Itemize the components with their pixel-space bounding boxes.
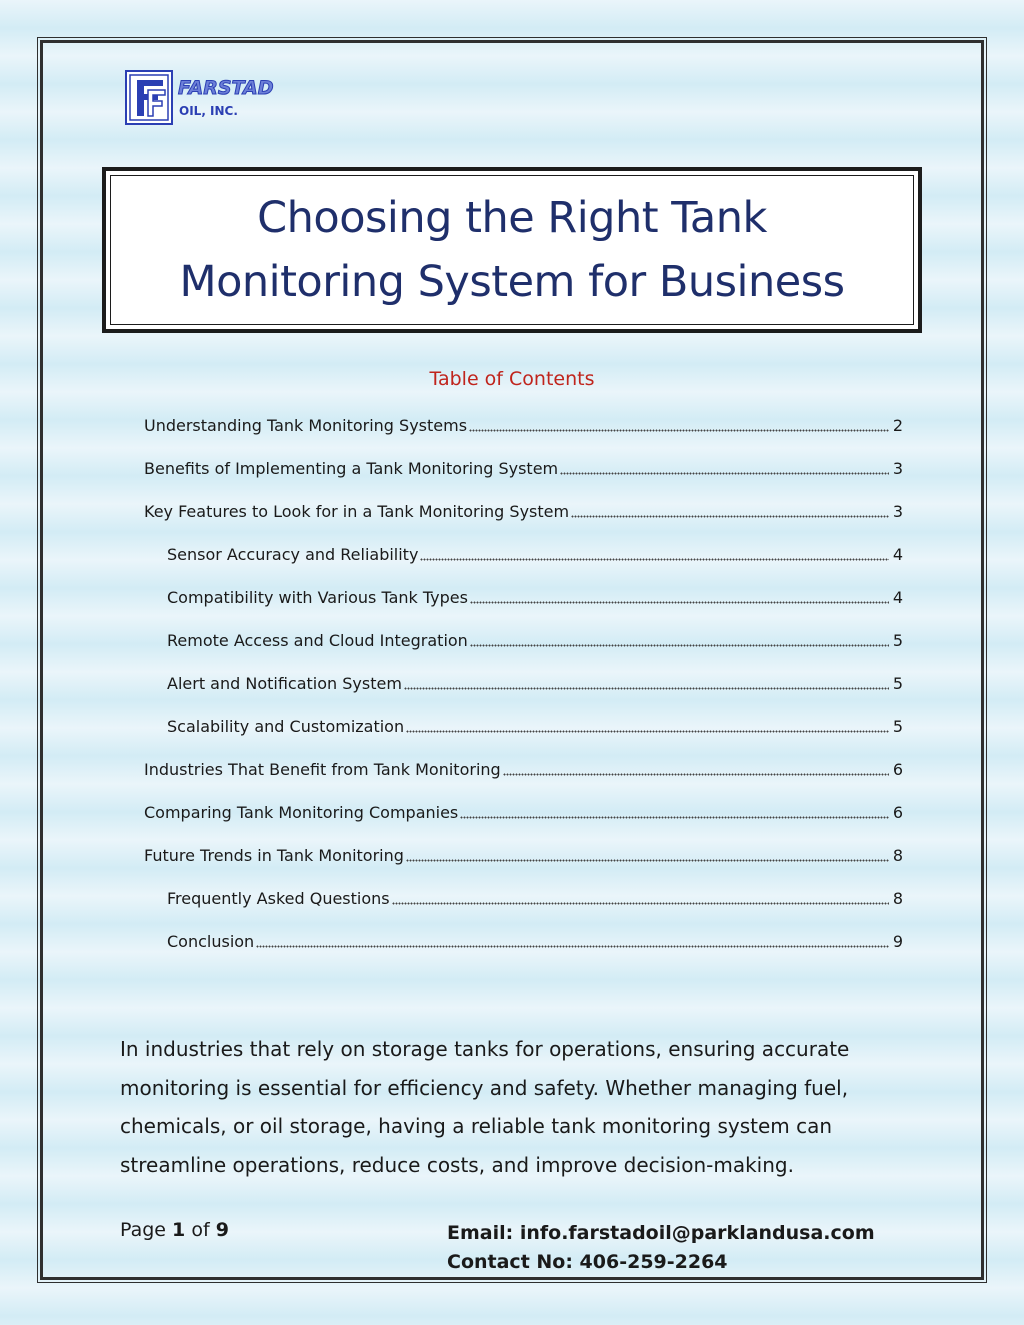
toc-entry-page: 8: [892, 889, 903, 908]
toc-entry-title: Conclusion: [167, 932, 255, 951]
toc-leader-dots: [420, 558, 888, 562]
toc-entry-page: 3: [892, 502, 903, 521]
toc-entry[interactable]: [167, 877, 903, 920]
toc-entry[interactable]: [144, 791, 903, 834]
toc-leader-dots: [470, 601, 889, 605]
toc-entry-page: 6: [892, 760, 903, 779]
toc-leader-dots: [503, 773, 889, 777]
toc-entry-title: Sensor Accuracy and Reliability: [167, 545, 419, 564]
toc-entry-title: Frequently Asked Questions: [167, 889, 390, 908]
toc-entry-page: 5: [892, 717, 903, 736]
toc-entry-page: 9: [892, 932, 903, 951]
document-title-line2: Monitoring System for Business: [179, 257, 845, 307]
toc-entry-page: 3: [892, 459, 903, 478]
logo-wordmark: FARSTAD: [178, 77, 274, 99]
title-box: [102, 167, 922, 333]
toc-entry[interactable]: [167, 705, 903, 748]
toc-entry[interactable]: [167, 576, 903, 619]
toc-entry[interactable]: [167, 619, 903, 662]
toc-leader-dots: [469, 429, 889, 433]
toc-entry-title: Comparing Tank Monitoring Companies: [144, 803, 459, 822]
toc-leader-dots: [392, 902, 889, 906]
page-total: 9: [215, 1219, 229, 1241]
toc-entry[interactable]: [144, 447, 903, 490]
toc-leader-dots: [406, 730, 889, 734]
toc-leader-dots: [404, 687, 889, 691]
toc-heading: Table of Contents: [429, 368, 595, 390]
document-title-line1: Choosing the Right Tank: [257, 193, 767, 243]
toc-leader-dots: [571, 515, 889, 519]
toc-leader-dots: [460, 816, 889, 820]
contact-phone[interactable]: Contact No: 406-259-2264: [447, 1251, 728, 1273]
intro-paragraph: In industries that rely on storage tanks for operations, ensuring accurate monitoring is essential for efficiency and safety. Whether managing fuel, chemicals, or oil storage, having a reliable tank monitoring system can streamline operations, reduce costs, and improve decision-making.: [120, 1037, 850, 1177]
toc-entry-title: Benefits of Implementing a Tank Monitoring System: [144, 459, 559, 478]
toc-leader-dots: [256, 945, 889, 949]
toc-entry[interactable]: [167, 920, 903, 963]
toc-entry-page: 6: [892, 803, 903, 822]
logo-subtitle: OIL, INC.: [179, 104, 238, 118]
company-logo: [125, 70, 285, 126]
toc-entry-title: Understanding Tank Monitoring Systems: [144, 416, 468, 435]
toc-entry[interactable]: [167, 662, 903, 705]
toc-entry-title: Remote Access and Cloud Integration: [167, 631, 468, 650]
page-prefix: Page: [120, 1219, 166, 1241]
toc-entry-page: 5: [892, 674, 903, 693]
contact-email[interactable]: Email: info.farstadoil@parklandusa.com: [447, 1222, 875, 1244]
toc-entry-title: Industries That Benefit from Tank Monitoring: [144, 760, 501, 779]
toc-entry-page: 4: [892, 588, 903, 607]
toc-entry-page: 2: [892, 416, 903, 435]
toc-entry-page: 8: [892, 846, 903, 865]
toc-leader-dots: [406, 859, 889, 863]
toc-entry-title: Scalability and Customization: [167, 717, 405, 736]
toc-entry[interactable]: [167, 533, 903, 576]
toc-entry-title: Future Trends in Tank Monitoring: [144, 846, 404, 865]
toc-entry-title: Key Features to Look for in a Tank Monitoring System: [144, 502, 570, 521]
page-current: 1: [172, 1219, 186, 1241]
toc-entry-page: 5: [892, 631, 903, 650]
toc-entry-title: Alert and Notification System: [167, 674, 402, 693]
footer-contact-block: [447, 1219, 875, 1277]
toc-entry[interactable]: [144, 748, 903, 791]
page-number: [120, 1219, 229, 1241]
toc-entry-title: Compatibility with Various Tank Types: [167, 588, 468, 607]
toc-entry[interactable]: [144, 404, 903, 447]
page-of: of: [191, 1219, 210, 1241]
toc-leader-dots: [470, 644, 889, 648]
toc-entry-page: 4: [892, 545, 903, 564]
toc-leader-dots: [560, 472, 889, 476]
toc-entry[interactable]: [144, 490, 903, 533]
toc-entry[interactable]: [144, 834, 903, 877]
